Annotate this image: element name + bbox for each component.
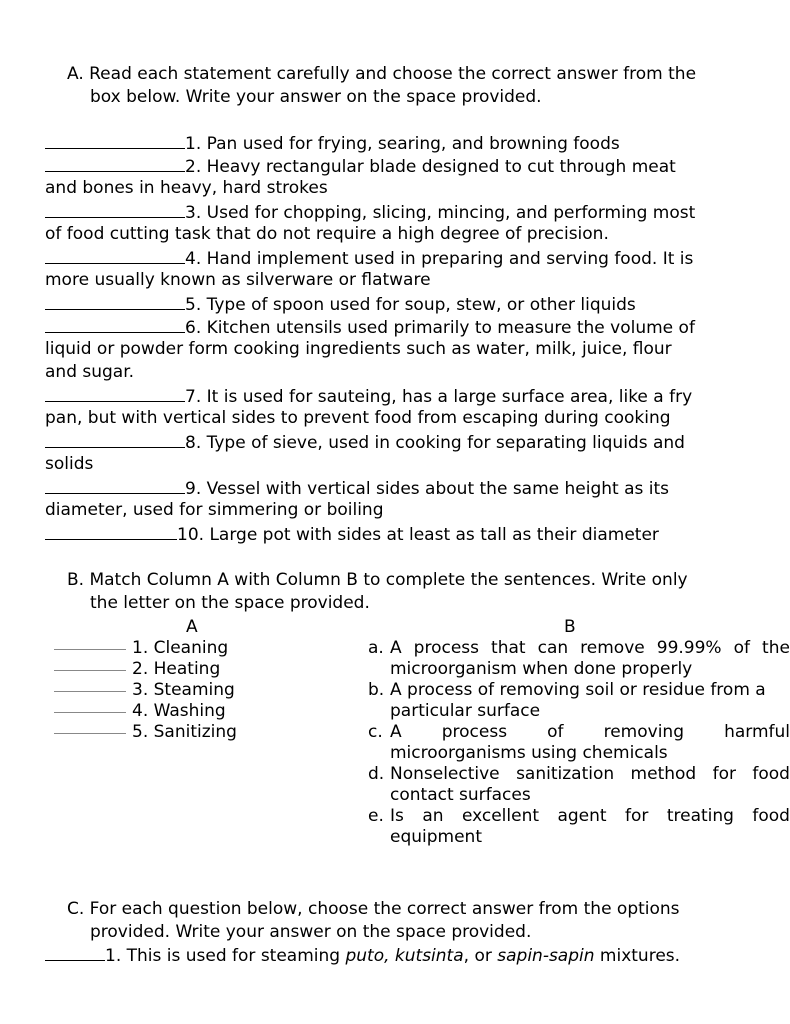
- question-text: 1. This is used for steaming: [105, 946, 346, 966]
- answer-blank[interactable]: [45, 476, 185, 494]
- column-a-label: 5. Sanitizing: [132, 722, 237, 742]
- item-text-continued: solids: [45, 454, 94, 474]
- word: Is: [390, 806, 404, 826]
- word: excellent: [461, 806, 540, 826]
- column-b-letter: c.: [368, 722, 383, 742]
- item-text: Pan used for frying, searing, and browning foods: [201, 134, 620, 154]
- answer-blank[interactable]: [45, 943, 105, 961]
- answer-blank[interactable]: [45, 200, 185, 218]
- section-b-heading-line2: the letter on the space provided.: [90, 593, 370, 613]
- item-text: Vessel with vertical sides about the same height as its: [201, 479, 670, 499]
- section-c-heading-line1: C. For each question below, choose the correct answer from the options: [67, 899, 680, 919]
- item-text: Type of sieve, used in cooking for separating liquids and: [201, 433, 685, 453]
- item-text-continued: diameter, used for simmering or boiling: [45, 500, 384, 520]
- section-c-question-1: [45, 943, 680, 968]
- column-b-letter: a.: [368, 638, 384, 658]
- answer-blank[interactable]: [54, 701, 126, 713]
- column-b-letter: b.: [368, 680, 385, 700]
- word: remove: [580, 638, 645, 658]
- item-number: 2.: [185, 157, 202, 177]
- question-italic-2: sapin-sapin: [497, 946, 595, 966]
- word: A: [390, 638, 402, 658]
- column-b-text-line2: contact surfaces: [390, 785, 531, 805]
- item-text: Used for chopping, slicing, mincing, and performing most: [201, 203, 696, 223]
- column-a-item: [54, 638, 228, 659]
- word: can: [537, 638, 569, 658]
- column-b-text-line1: [390, 638, 790, 659]
- word: treating: [666, 806, 734, 826]
- column-a-label: 2. Heating: [132, 659, 221, 679]
- word: 99.99%: [656, 638, 722, 658]
- answer-blank[interactable]: [54, 722, 126, 734]
- word: the: [762, 638, 790, 658]
- word: removing: [603, 722, 684, 742]
- word: of: [733, 638, 751, 658]
- item-text-continued: of food cutting task that do not require a high degree of precision.: [45, 224, 609, 244]
- answer-blank[interactable]: [54, 680, 126, 692]
- word: that: [491, 638, 526, 658]
- column-b-text-line1: [390, 680, 790, 701]
- column-a-item: [54, 722, 237, 743]
- section-a-item: [45, 430, 685, 455]
- item-text: Heavy rectangular blade designed to cut through meat: [201, 157, 676, 177]
- column-b-text-line2: microorganisms using chemicals: [390, 743, 668, 763]
- section-a-item: [45, 200, 695, 225]
- item-text: Kitchen utensils used primarily to measure the volume of: [201, 318, 695, 338]
- item-number: 7.: [185, 387, 202, 407]
- item-number: 4.: [185, 249, 202, 269]
- item-text-continued: and bones in heavy, hard strokes: [45, 178, 328, 198]
- column-b-letter: e.: [368, 806, 384, 826]
- answer-blank[interactable]: [45, 154, 185, 172]
- column-b-text-line1: [390, 764, 790, 785]
- column-a-label: 4. Washing: [132, 701, 226, 721]
- word: A: [390, 722, 402, 742]
- question-italic-1: puto, kutsinta: [345, 946, 464, 966]
- item-number: 9.: [185, 479, 202, 499]
- answer-blank[interactable]: [45, 430, 185, 448]
- column-a-item: [54, 659, 220, 680]
- item-text-continued: pan, but with vertical sides to prevent food from escaping during cooking: [45, 408, 671, 428]
- column-a-label: 1. Cleaning: [132, 638, 229, 658]
- column-b-text-line1: [390, 722, 790, 743]
- column-b-text-line2: particular surface: [390, 701, 541, 721]
- item-text-continued: more usually known as silverware or flatware: [45, 270, 431, 290]
- section-c-heading-line2: provided. Write your answer on the space provided.: [90, 922, 532, 942]
- section-a-item: [45, 315, 695, 340]
- word: sanitization: [516, 764, 615, 784]
- column-a-item: [54, 680, 235, 701]
- item-text-continued: liquid or powder form cooking ingredients such as water, milk, juice, flour: [45, 339, 672, 359]
- answer-blank[interactable]: [54, 659, 126, 671]
- column-b-text-line2: equipment: [390, 827, 482, 847]
- section-a-item: [45, 131, 620, 156]
- section-a-heading-line1: A. Read each statement carefully and choose the correct answer from the: [67, 64, 697, 84]
- section-a-heading-line2: box below. Write your answer on the space provided.: [90, 87, 542, 107]
- word: agent: [557, 806, 607, 826]
- section-b-heading-line1: B. Match Column A with Column B to complete the sentences. Write only: [67, 570, 688, 590]
- answer-blank[interactable]: [45, 131, 185, 149]
- item-number: 10.: [177, 525, 205, 545]
- section-a-item: [45, 476, 669, 501]
- word: process: [441, 722, 508, 742]
- word: for: [712, 764, 736, 784]
- item-number: 8.: [185, 433, 202, 453]
- item-text: Type of spoon used for soup, stew, or other liquids: [201, 295, 636, 315]
- item-text: It is used for sauteing, has a large surface area, like a fry: [201, 387, 693, 407]
- column-b-text-line1: [390, 806, 790, 827]
- answer-blank[interactable]: [45, 384, 185, 402]
- section-a-item: [45, 246, 693, 271]
- word: harmful: [724, 722, 790, 742]
- item-text-continued: and sugar.: [45, 362, 135, 382]
- item-number: 5.: [185, 295, 202, 315]
- word: of: [547, 722, 564, 742]
- answer-blank[interactable]: [45, 246, 185, 264]
- column-a-header: A: [186, 617, 198, 637]
- column-b-letter: d.: [368, 764, 385, 784]
- answer-blank[interactable]: [45, 292, 185, 310]
- section-a-item: [45, 384, 692, 409]
- item-text: Large pot with sides at least as tall as their diameter: [204, 525, 659, 545]
- answer-blank[interactable]: [54, 638, 126, 650]
- column-b-text-line2: microorganism when done properly: [390, 659, 693, 679]
- word: food: [752, 764, 790, 784]
- word: food: [752, 806, 790, 826]
- column-b-header: B: [564, 617, 576, 637]
- word: A process of removing soil or residue from a: [390, 680, 766, 700]
- item-text: Hand implement used in preparing and serving food. It is: [201, 249, 694, 269]
- item-number: 6.: [185, 318, 202, 338]
- word: an: [422, 806, 444, 826]
- column-a-label: 3. Steaming: [132, 680, 235, 700]
- word: Nonselective: [390, 764, 500, 784]
- section-a-item: [45, 522, 659, 547]
- answer-blank[interactable]: [45, 315, 185, 333]
- question-text-end: mixtures.: [594, 946, 681, 966]
- column-a-item: [54, 701, 226, 722]
- section-a-item: [45, 154, 676, 179]
- word: method: [630, 764, 697, 784]
- question-text-mid: , or: [463, 946, 498, 966]
- item-number: 1.: [185, 134, 202, 154]
- answer-blank[interactable]: [45, 522, 177, 540]
- word: process: [413, 638, 479, 658]
- word: for: [625, 806, 649, 826]
- item-number: 3.: [185, 203, 202, 223]
- section-a-item: [45, 292, 636, 317]
